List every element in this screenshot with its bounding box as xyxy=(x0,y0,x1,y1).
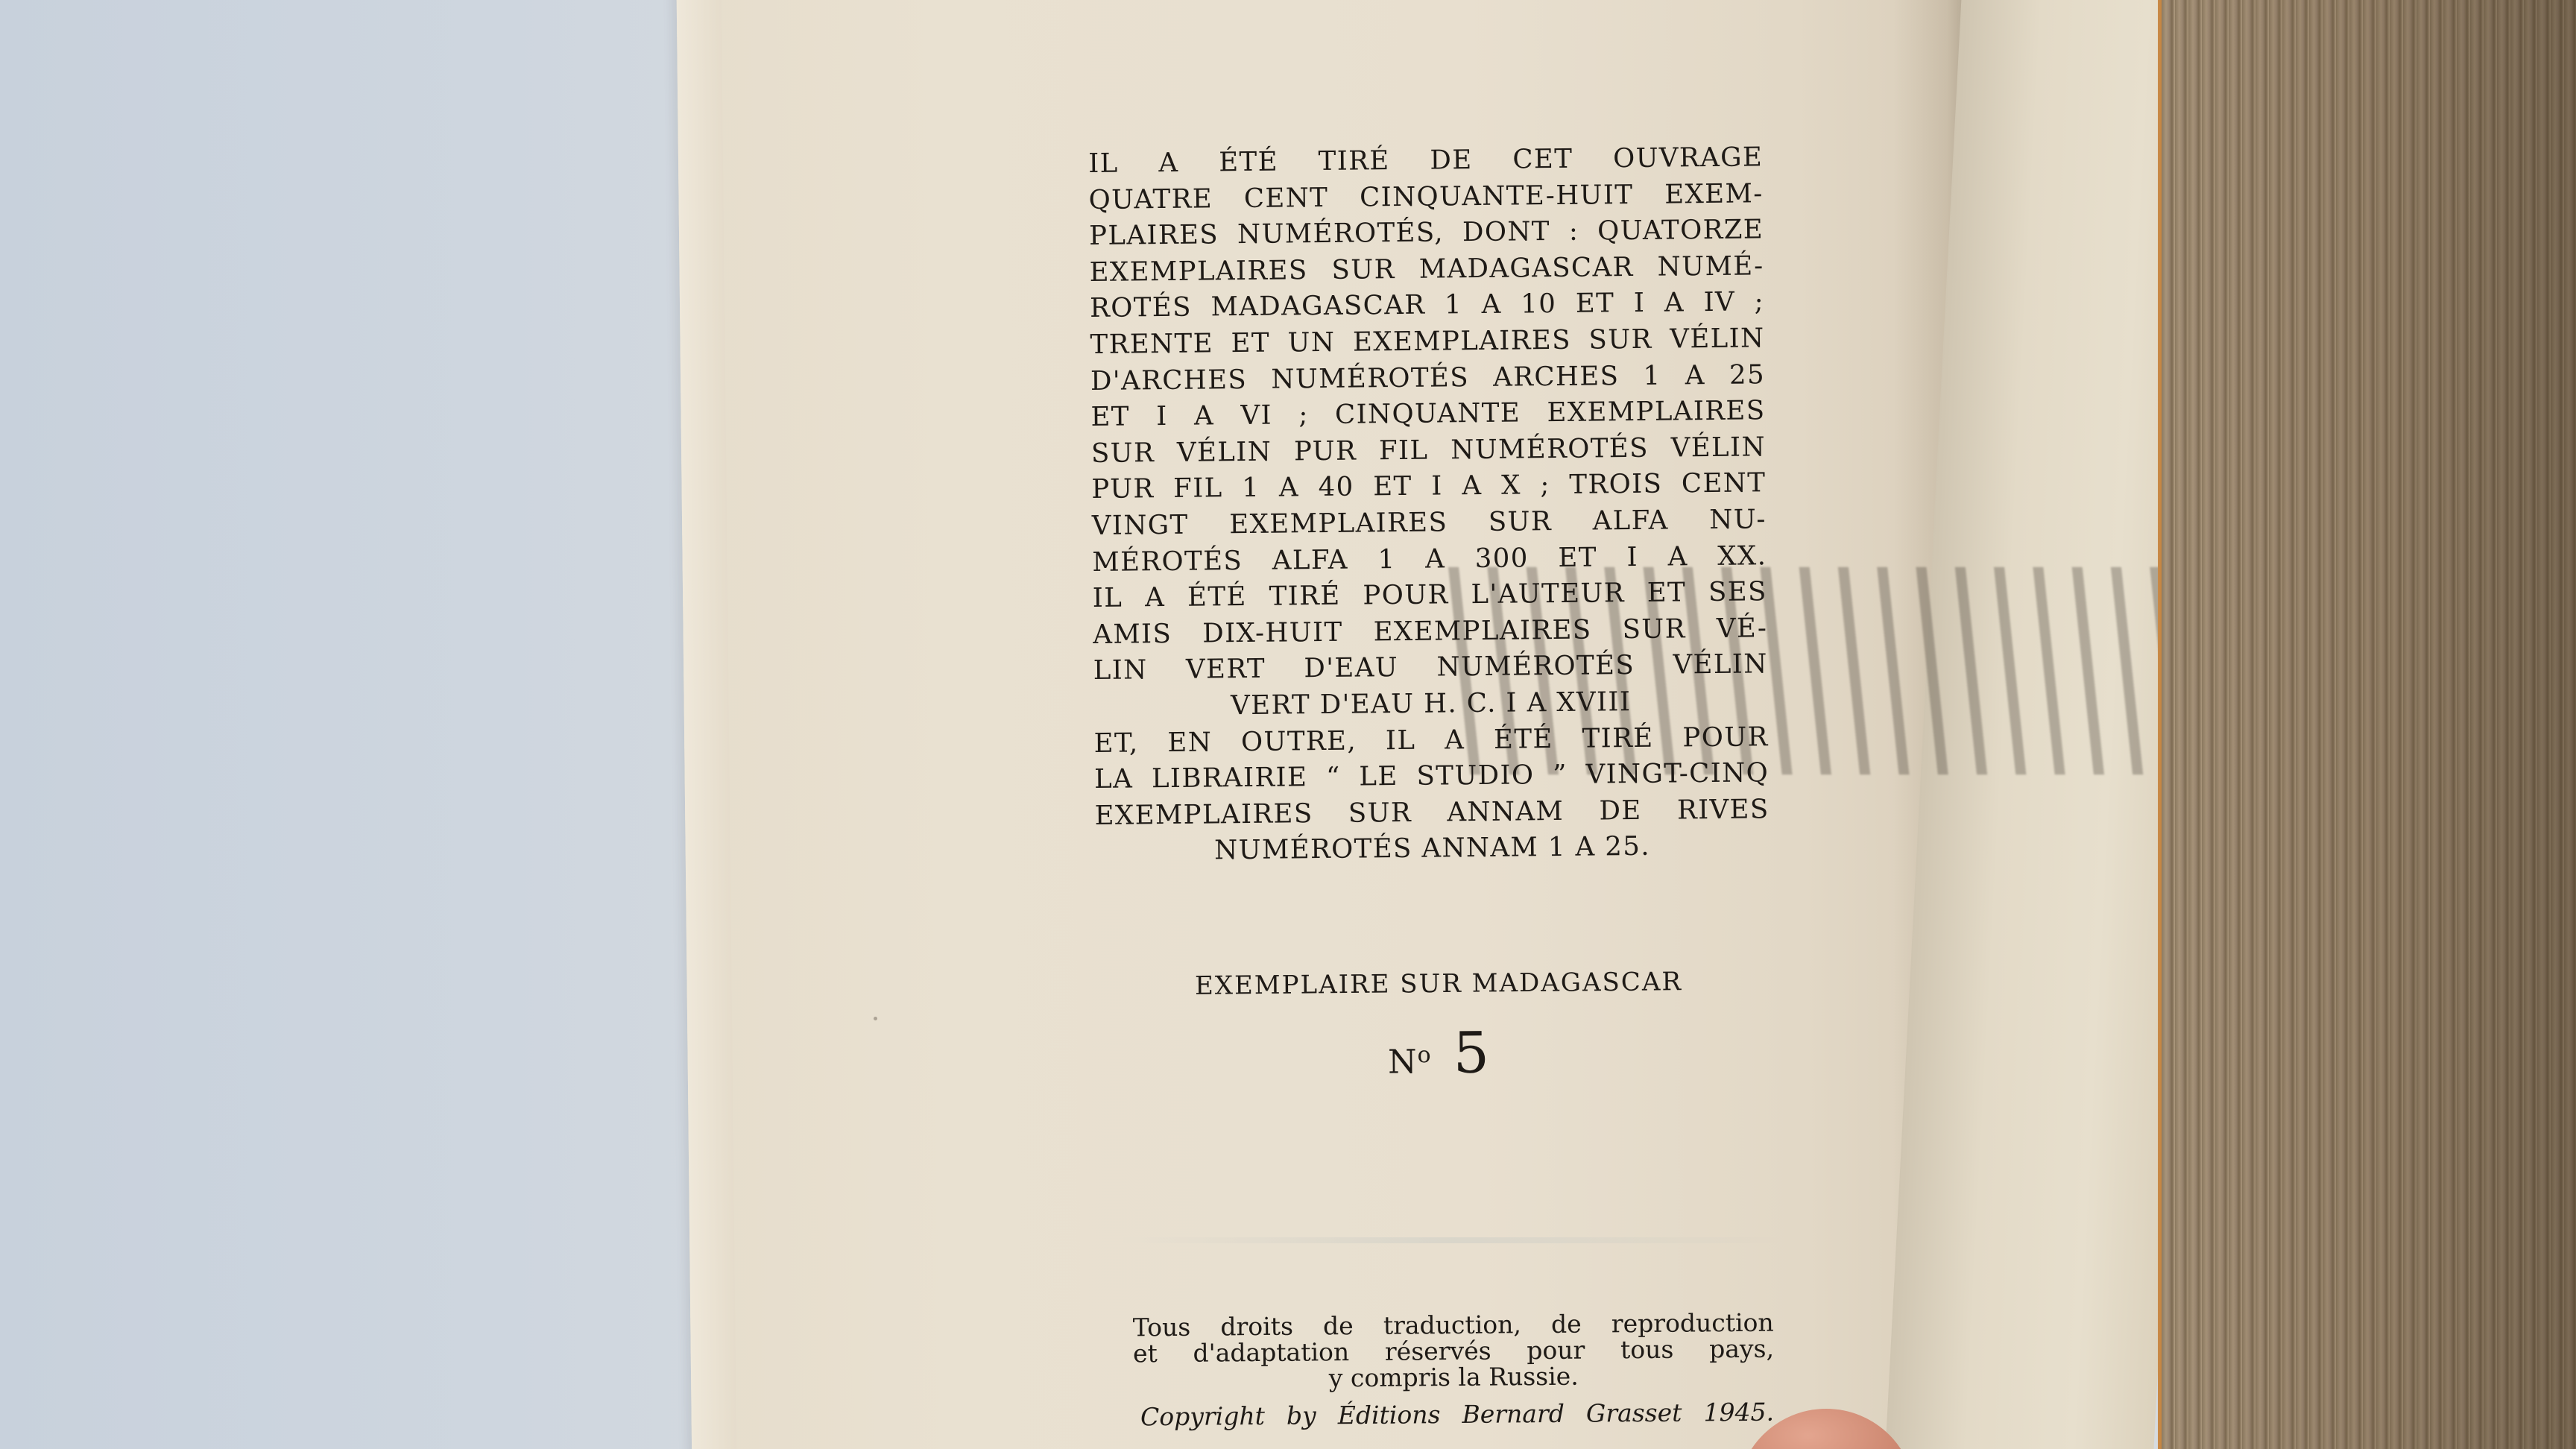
colophon-line: ET, EN OUTRE, IL A ÉTÉ TIRÉ POUR xyxy=(1093,721,1769,759)
copyright-line: Copyright by Éditions Bernard Grasset 1945. xyxy=(1140,1397,1775,1432)
faint-page-mark xyxy=(1118,1237,1789,1243)
copy-number-value: 5 xyxy=(1453,1019,1490,1086)
colophon-line: LIN VERT D'EAU NUMÉROTÉS VÉLIN xyxy=(1093,648,1768,686)
colophon-line: PUR FIL 1 A 40 ET I A X ; TROIS CENT xyxy=(1091,467,1767,505)
number-prefix-superscript: o xyxy=(1417,1042,1431,1069)
colophon-line: ROTÉS MADAGASCAR 1 A 10 ET I A IV ; xyxy=(1089,286,1765,324)
colophon-line: IL A ÉTÉ TIRÉ DE CET OUVRAGE xyxy=(1088,142,1764,179)
colophon-line: IL A ÉTÉ TIRÉ POUR L'AUTEUR ET SES xyxy=(1092,576,1767,614)
colophon-line: TRENTE ET UN EXEMPLAIRES SUR VÉLIN xyxy=(1090,323,1765,360)
number-prefix: N xyxy=(1387,1043,1418,1082)
colophon-line: ET I A VI ; CINQUANTE EXEMPLAIRES xyxy=(1090,395,1766,433)
colophon-line: SUR VÉLIN PUR FIL NUMÉROTÉS VÉLIN xyxy=(1090,432,1767,469)
colophon-line: AMIS DIX-HUIT EXEMPLAIRES SUR VÉ- xyxy=(1093,613,1768,650)
colophon-line: NUMÉROTÉS ANNAM 1 A 25. xyxy=(1213,831,1651,866)
rights-line: et d'adaptation réservés pour tous pays, xyxy=(1132,1333,1775,1368)
colophon-line: VERT D'EAU H. C. I A XVIII xyxy=(1230,686,1632,722)
fore-edge-shading xyxy=(2162,0,2576,1449)
rights-line: Tous droits de traduction, de reproduction xyxy=(1132,1307,1774,1342)
copy-number xyxy=(1327,1019,1551,1087)
colophon-line: QUATRE CENT CINQUANTE-HUIT EXEM- xyxy=(1088,177,1764,215)
edition-label: EXEMPLAIRE SUR MADAGASCAR xyxy=(1194,967,1683,1001)
colophon-line: LA LIBRAIRIE “ LE STUDIO ” VINGT-CINQ xyxy=(1093,757,1770,795)
justification-du-tirage xyxy=(1088,139,1770,871)
colophon-line: VINGT EXEMPLAIRES SUR ALFA NU- xyxy=(1091,504,1767,541)
colophon-line: EXEMPLAIRES SUR MADAGASCAR NUMÉ- xyxy=(1089,250,1764,288)
colophon-line: PLAIRES NUMÉROTÉS, DONT : QUATORZE xyxy=(1088,214,1764,252)
colophon-line: MÉROTÉS ALFA 1 A 300 ET I A XX. xyxy=(1092,540,1767,578)
paper-speck xyxy=(874,1017,877,1020)
background-wall xyxy=(0,0,708,1449)
rights-line: y compris la Russie. xyxy=(1328,1361,1579,1393)
rights-notice xyxy=(1132,1307,1775,1393)
colophon-line: EXEMPLAIRES SUR ANNAM DE RIVES xyxy=(1094,793,1770,831)
colophon-line: D'ARCHES NUMÉROTÉS ARCHES 1 A 25 xyxy=(1090,359,1766,397)
